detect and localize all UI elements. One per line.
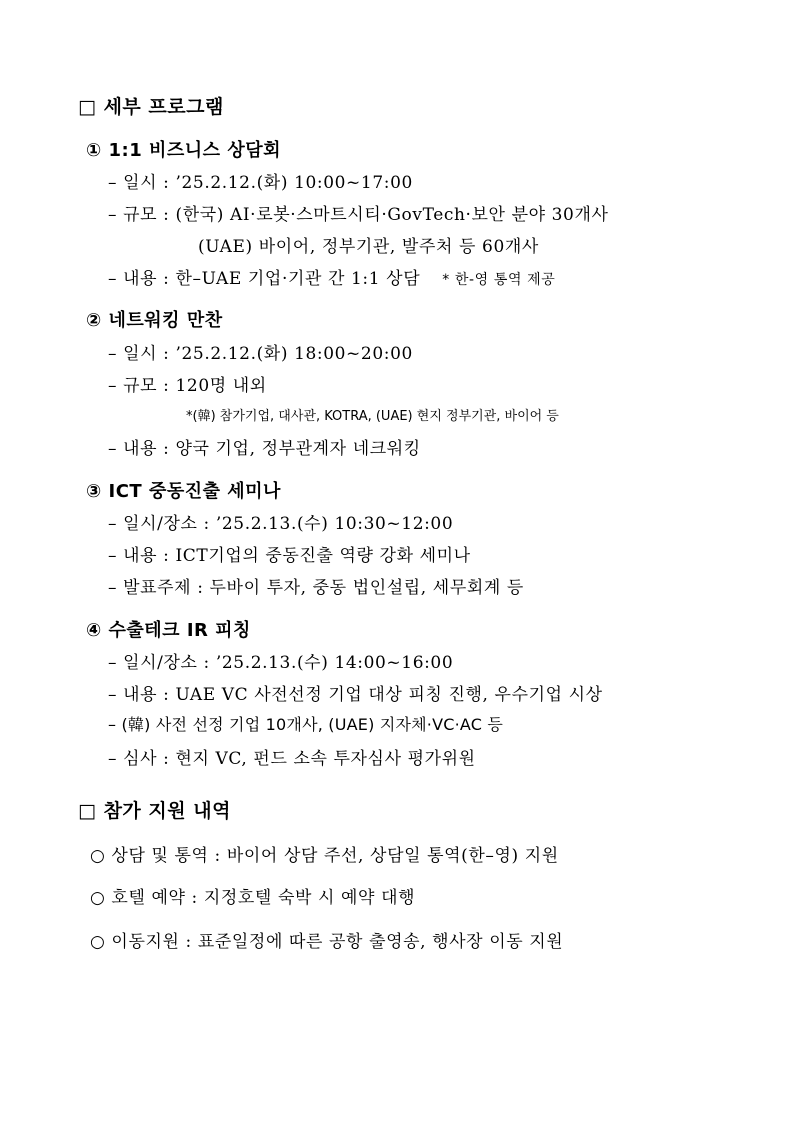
program-3-date: – 일시/장소 : ’25.2.13.(수) 10:30~12:00 <box>108 514 454 534</box>
section-title-programs: □ 세부 프로그램 <box>78 96 224 118</box>
program-4-content: – 내용 : UAE VC 사전선정 기업 대상 피칭 진행, 우수기업 시상 <box>108 685 603 705</box>
program-1-content: – 내용 : 한–UAE 기업·기관 간 1:1 상담 * 한-영 통역 제공 <box>108 269 556 289</box>
program-2-scale: – 규모 : 120명 내외 <box>108 376 267 396</box>
program-4-heading: ④ 수출테크 IR 피칭 <box>86 620 251 641</box>
program-4-participants: – (韓) 사전 선정 기업 10개사, (UAE) 지자체·VC·AC 등 <box>108 715 504 734</box>
program-1-heading: ① 1:1 비즈니스 상담회 <box>86 140 282 161</box>
program-2-heading: ② 네트워킹 만찬 <box>86 310 223 331</box>
program-3-content: – 내용 : ICT기업의 중동진출 역량 강화 세미나 <box>108 546 471 566</box>
program-1-date: – 일시 : ’25.2.12.(화) 10:00~17:00 <box>108 173 413 193</box>
support-item-hotel: ○ 호텔 예약 : 지정호텔 숙박 시 예약 대행 <box>90 888 416 908</box>
program-2-date: – 일시 : ’25.2.12.(화) 18:00~20:00 <box>108 344 413 364</box>
program-1-scale: – 규모 : (한국) AI·로봇·스마트시티·GovTech·보안 분야 30개사 <box>108 205 609 225</box>
program-4-date: – 일시/장소 : ’25.2.13.(수) 14:00~16:00 <box>108 653 454 673</box>
program-3-heading: ③ ICT 중동진출 세미나 <box>86 481 281 502</box>
program-1-note: * 한-영 통역 제공 <box>442 272 556 288</box>
program-3-topics: – 발표주제 : 두바이 투자, 중동 법인설립, 세무회계 등 <box>108 578 524 598</box>
support-item-consulting: ○ 상담 및 통역 : 바이어 상담 주선, 상담일 통역(한–영) 지원 <box>90 846 559 866</box>
program-2-participants-note: *(韓) 참가기업, 대사관, KOTRA, (UAE) 현지 정부기관, 바이어 등 <box>186 409 559 424</box>
program-4-judges: – 심사 : 현지 VC, 펀드 소속 투자심사 평가위원 <box>108 749 476 769</box>
program-2-content: – 내용 : 양국 기업, 정부관계자 네크워킹 <box>108 439 421 459</box>
program-1-scale-uae: (UAE) 바이어, 정부기관, 발주처 등 60개사 <box>198 237 539 257</box>
support-item-transport: ○ 이동지원 : 표준일정에 따른 공항 출영송, 행사장 이동 지원 <box>90 932 564 952</box>
section-title-support: □ 참가 지원 내역 <box>78 800 231 822</box>
